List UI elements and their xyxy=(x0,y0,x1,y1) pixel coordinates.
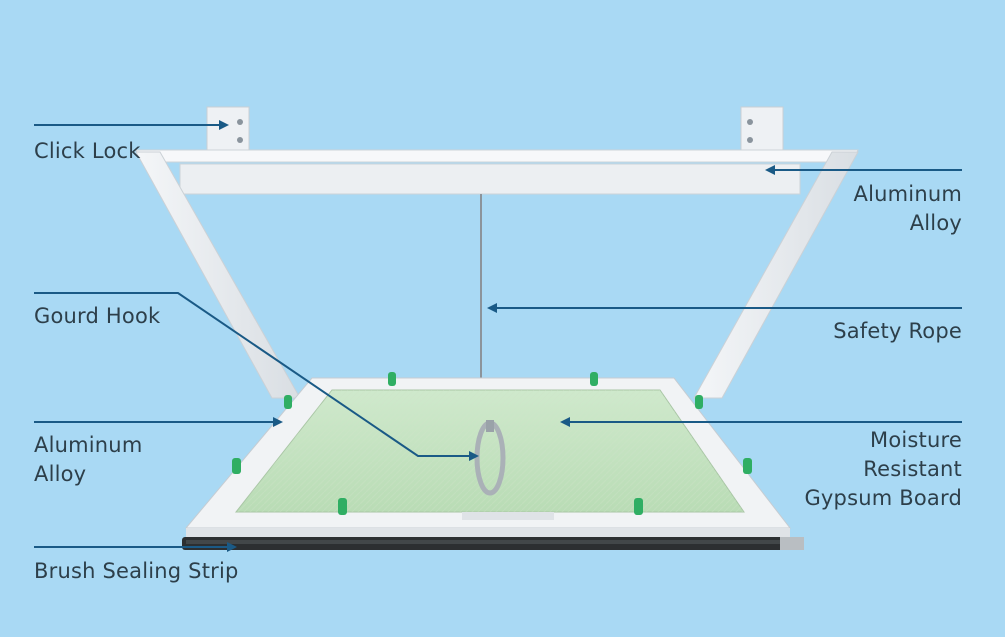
click-lock-label xyxy=(34,137,141,166)
gypsum-line1: Moisture xyxy=(870,428,962,452)
gypsum-line3: Gypsum Board xyxy=(804,486,962,510)
aluminum-alloy-left-label xyxy=(34,431,142,489)
brush-strip-text: Brush Sealing Strip xyxy=(34,559,239,583)
brush-sealing-strip xyxy=(182,537,804,550)
click-lock-text: Click Lock xyxy=(34,139,141,163)
gypsum-board-label xyxy=(740,426,962,513)
gourd-hook-label xyxy=(34,302,160,331)
click-lock-left xyxy=(207,107,249,155)
aluminum-alloy-top-label xyxy=(830,180,962,238)
gourd-hook-text: Gourd Hook xyxy=(34,304,161,328)
aluminum-top-line1: Aluminum xyxy=(853,182,962,206)
safety-rope-text: Safety Rope xyxy=(833,319,962,343)
aluminum-top-line2: Alloy xyxy=(909,211,962,235)
gypsum-line2: Resistant xyxy=(863,457,962,481)
safety-rope-label xyxy=(790,317,962,346)
aluminum-left-line2: Alloy xyxy=(34,462,87,486)
aluminum-left-line1: Aluminum xyxy=(34,433,143,457)
outer-frame xyxy=(136,150,858,398)
brush-sealing-strip-label xyxy=(34,557,239,586)
click-lock-right xyxy=(741,107,783,155)
